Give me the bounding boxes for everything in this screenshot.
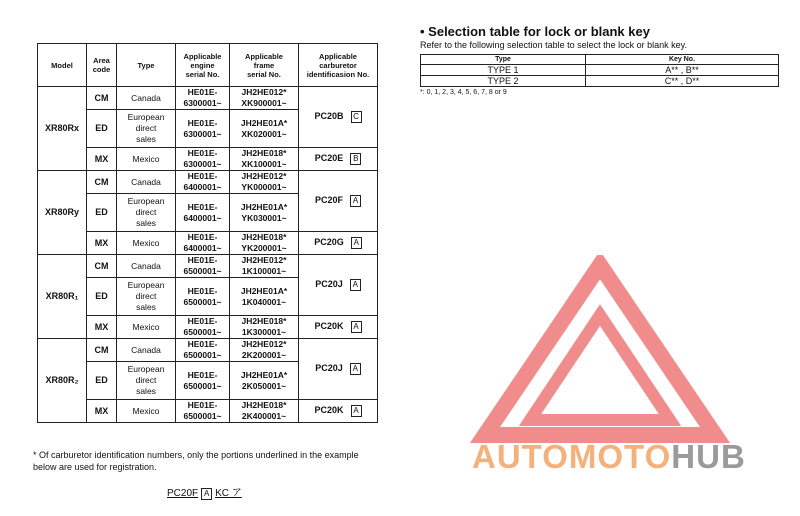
cell-line: European — [127, 112, 165, 122]
frame-serial-cell — [230, 171, 299, 194]
area-code-cell: ED — [87, 194, 117, 232]
cell-line: European — [127, 364, 165, 374]
carburetor-id: PC20G — [314, 237, 344, 247]
key-type: TYPE 2 — [421, 76, 586, 87]
cell-line: HE01E- — [187, 369, 218, 380]
cell-line: XK020001~ — [241, 128, 287, 139]
table-row — [38, 171, 378, 194]
cell-line: XK900001~ — [241, 98, 287, 108]
engine-serial-cell — [176, 87, 230, 110]
cell-line: 2K050001~ — [241, 380, 287, 391]
header-carburetor: Applicable carburetor identificasion No. — [299, 44, 378, 87]
type-cell — [117, 148, 176, 171]
frame-serial-cell — [230, 278, 299, 316]
selection-title: • Selection table for lock or blank key — [420, 24, 650, 39]
area-code-cell: MX — [87, 316, 117, 339]
model-cell: XR80R₁ — [38, 255, 87, 339]
cell-line: HE01E- — [187, 285, 218, 296]
cell-line: sales — [136, 386, 156, 396]
area-code-cell: ED — [87, 110, 117, 148]
example-suffix: KC ア — [215, 488, 242, 499]
example-carburetor-code — [167, 484, 242, 500]
applicable-models-table — [37, 43, 378, 423]
key-type: TYPE 1 — [421, 65, 586, 76]
cell-line: sales — [136, 134, 156, 144]
cell-line: 6500001~ — [183, 350, 222, 360]
model-cell: XR80R₂ — [38, 339, 87, 423]
carburetor-cell — [299, 87, 378, 148]
cell-line: direct — [135, 375, 157, 385]
cell-line: HE01E- — [187, 255, 218, 265]
cell-line: Canada — [131, 176, 161, 187]
area-code-cell: MX — [87, 400, 117, 423]
table-row — [38, 339, 378, 362]
engine-serial-cell — [176, 110, 230, 148]
carburetor-id: PC20E — [314, 153, 344, 163]
area-code-cell: MX — [87, 148, 117, 171]
key-note: *: 0, 1, 2, 3, 4, 5, 6, 7, 8 or 9 — [420, 89, 507, 96]
table-row — [38, 400, 378, 423]
type-cell — [117, 194, 176, 232]
cell-line: 6400001~ — [183, 212, 222, 223]
table-row — [38, 87, 378, 110]
cell-line: 2K400001~ — [241, 411, 287, 421]
carburetor-box: A — [351, 321, 362, 333]
type-cell — [117, 110, 176, 148]
area-code-cell: ED — [87, 362, 117, 400]
type-cell — [117, 316, 176, 339]
cell-line: Canada — [131, 344, 161, 355]
key-header-row — [421, 55, 779, 65]
cell-line: direct — [135, 291, 157, 301]
engine-serial-cell — [176, 400, 230, 423]
frame-serial-cell — [230, 232, 299, 255]
frame-serial-cell — [230, 362, 299, 400]
key-number: C** , D** — [586, 76, 779, 87]
carburetor-box: A — [351, 405, 362, 417]
type-cell — [117, 87, 176, 110]
header-area-code: Area code — [87, 44, 117, 87]
carburetor-id: PC20B — [314, 111, 344, 121]
key-header-keyno: Key No. — [586, 55, 779, 65]
cell-line: direct — [135, 207, 157, 217]
cell-line: 6500001~ — [183, 380, 222, 391]
engine-serial-cell — [176, 278, 230, 316]
frame-serial-cell — [230, 339, 299, 362]
engine-serial-cell — [176, 362, 230, 400]
engine-serial-cell — [176, 316, 230, 339]
carburetor-id: PC20J — [315, 279, 343, 289]
frame-serial-cell — [230, 194, 299, 232]
watermark-text — [472, 438, 746, 476]
area-code-cell: CM — [87, 339, 117, 362]
key-row — [421, 65, 779, 76]
cell-line: 6300001~ — [183, 98, 222, 108]
cell-line: HE01E- — [187, 316, 218, 326]
type-cell — [117, 362, 176, 400]
carburetor-id: PC20J — [315, 363, 343, 373]
cell-line: 1K100001~ — [241, 266, 287, 276]
carburetor-box: A — [350, 279, 361, 291]
cell-line: European — [127, 280, 165, 290]
area-code-cell: ED — [87, 278, 117, 316]
engine-serial-cell — [176, 194, 230, 232]
key-row — [421, 76, 779, 87]
header-engine: Applicable engine serial No. — [176, 44, 230, 87]
watermark-text-part1: AUTOMOTO — [472, 438, 672, 475]
model-cell: XR80Ry — [38, 171, 87, 255]
cell-line: Mexico — [132, 237, 160, 248]
key-number: A** , B** — [586, 65, 779, 76]
cell-line: HE01E- — [187, 339, 218, 349]
frame-serial-cell — [230, 255, 299, 278]
type-cell — [117, 171, 176, 194]
cell-line: Mexico — [132, 153, 160, 164]
engine-serial-cell — [176, 171, 230, 194]
table-row — [38, 316, 378, 339]
selection-description: Refer to the following selection table to select the lock or blank key. — [420, 40, 687, 50]
cell-line: Mexico — [132, 321, 160, 332]
type-cell — [117, 255, 176, 278]
cell-line: Canada — [131, 92, 161, 103]
engine-serial-cell — [176, 255, 230, 278]
carburetor-cell — [299, 148, 378, 171]
key-selection-table — [420, 54, 779, 87]
example-box: A — [201, 488, 212, 500]
carburetor-box: B — [350, 153, 361, 165]
frame-serial-cell — [230, 316, 299, 339]
cell-line: JH2HE018* — [241, 232, 287, 242]
type-cell — [117, 400, 176, 423]
header-type: Type — [117, 44, 176, 87]
watermark-text-part2: HUB — [671, 438, 746, 475]
cell-line: YK200001~ — [241, 243, 287, 253]
carburetor-box: A — [350, 363, 361, 375]
area-code-cell: CM — [87, 255, 117, 278]
cell-line: JH2HE01A* — [240, 285, 288, 296]
cell-line: HE01E- — [187, 400, 218, 410]
cell-line: HE01E- — [187, 201, 218, 212]
cell-line: HE01E- — [187, 148, 218, 158]
cell-line: JH2HE01A* — [240, 117, 288, 128]
cell-line: 6300001~ — [183, 128, 222, 139]
header-frame: Applicable frame serial No. — [230, 44, 299, 87]
cell-line: 6500001~ — [183, 266, 222, 276]
cell-line: 6400001~ — [183, 182, 222, 192]
type-cell — [117, 232, 176, 255]
frame-serial-cell — [230, 87, 299, 110]
cell-line: 1K040001~ — [241, 296, 287, 307]
cell-line: 6400001~ — [183, 243, 222, 253]
cell-line: 6300001~ — [183, 159, 222, 169]
carburetor-cell — [299, 232, 378, 255]
cell-line: HE01E- — [187, 232, 218, 242]
cell-line: YK030001~ — [241, 212, 287, 223]
engine-serial-cell — [176, 148, 230, 171]
carburetor-box: A — [351, 237, 362, 249]
table-row — [38, 148, 378, 171]
cell-line: sales — [136, 218, 156, 228]
cell-line: 2K200001~ — [241, 350, 287, 360]
key-header-type: Type — [421, 55, 586, 65]
type-cell — [117, 278, 176, 316]
cell-line: JH2HE01A* — [240, 201, 288, 212]
table-header-row — [38, 44, 378, 87]
model-cell: XR80Rx — [38, 87, 87, 171]
carburetor-box: A — [350, 195, 361, 207]
area-code-cell: CM — [87, 171, 117, 194]
engine-serial-cell — [176, 339, 230, 362]
carburetor-id: PC20K — [314, 405, 344, 415]
type-cell — [117, 339, 176, 362]
cell-line: JH2HE012* — [241, 255, 287, 265]
cell-line: JH2HE018* — [241, 316, 287, 326]
cell-line: HE01E- — [187, 171, 218, 181]
cell-line: European — [127, 196, 165, 206]
frame-serial-cell — [230, 110, 299, 148]
cell-line: HE01E- — [187, 117, 218, 128]
carburetor-id: PC20K — [314, 321, 344, 331]
cell-line: JH2HE018* — [241, 400, 287, 410]
frame-serial-cell — [230, 148, 299, 171]
cell-line: XK100001~ — [241, 159, 287, 169]
carburetor-id: PC20F — [314, 195, 343, 205]
cell-line: JH2HE012* — [241, 87, 287, 97]
carburetor-footnote: * Of carburetor identification numbers, only the portions underlined in the example below are used for registration. — [33, 450, 359, 472]
carburetor-cell — [299, 400, 378, 423]
carburetor-cell — [299, 255, 378, 316]
watermark-triangle-logo — [470, 255, 730, 445]
cell-line: JH2HE012* — [241, 339, 287, 349]
table-row — [38, 232, 378, 255]
cell-line: Mexico — [132, 405, 160, 416]
frame-serial-cell — [230, 400, 299, 423]
area-code-cell: MX — [87, 232, 117, 255]
carburetor-cell — [299, 171, 378, 232]
cell-line: JH2HE01A* — [240, 369, 288, 380]
cell-line: 6500001~ — [183, 327, 222, 337]
cell-line: direct — [135, 123, 157, 133]
cell-line: 6500001~ — [183, 296, 222, 307]
engine-serial-cell — [176, 232, 230, 255]
cell-line: JH2HE012* — [241, 171, 287, 181]
area-code-cell: CM — [87, 87, 117, 110]
table-row — [38, 255, 378, 278]
cell-line: 1K300001~ — [241, 327, 287, 337]
cell-line: sales — [136, 302, 156, 312]
cell-line: YK000001~ — [241, 182, 287, 192]
header-model: Model — [38, 44, 87, 87]
carburetor-cell — [299, 316, 378, 339]
cell-line: 6500001~ — [183, 411, 222, 421]
example-prefix: PC20F — [167, 488, 199, 499]
cell-line: Canada — [131, 260, 161, 271]
carburetor-cell — [299, 339, 378, 400]
cell-line: HE01E- — [187, 87, 218, 97]
carburetor-box: C — [351, 111, 362, 123]
cell-line: JH2HE018* — [241, 148, 287, 158]
